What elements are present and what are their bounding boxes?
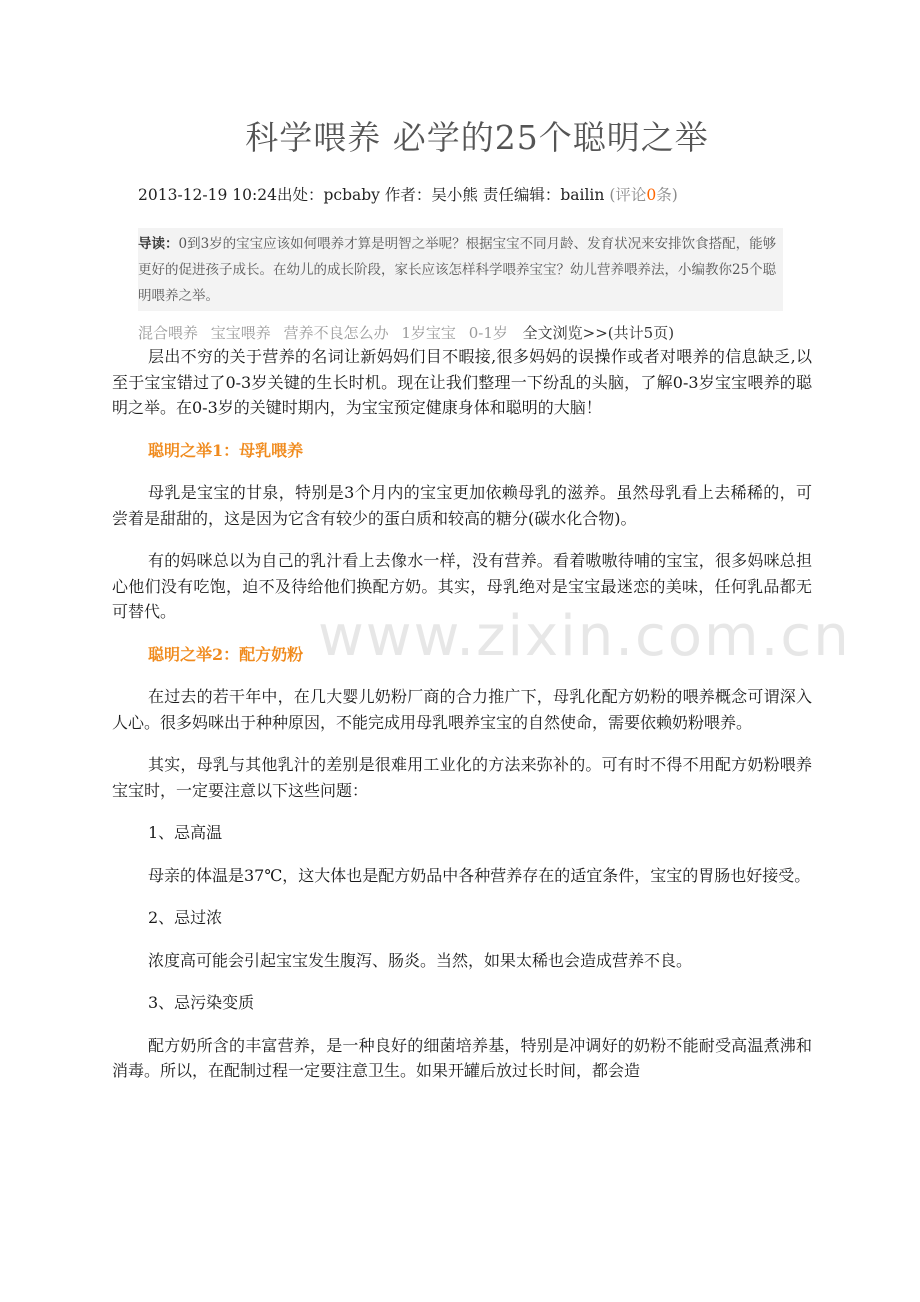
list-item: 1、忌高温: [148, 823, 223, 842]
comments-suffix: 条): [656, 186, 678, 204]
paragraph: 配方奶所含的丰富营养，是一种良好的细菌培养基，特别是冲调好的奶粉不能耐受高温煮沸和消毒。所以，在配制过程一定要注意卫生。如果开罐后放过长时间，都会造: [112, 1035, 812, 1080]
page-title: 科学喂养 必学的25个聪明之举: [245, 118, 709, 157]
section-heading: 聪明之举1：母乳喂养: [148, 440, 304, 460]
comments-link[interactable]: [609, 186, 678, 204]
summary-lead: 导读：: [138, 236, 179, 252]
fulltext-link[interactable]: 全文浏览>>(共计5页): [522, 324, 675, 342]
source-value: pcbaby: [323, 186, 380, 204]
article-summary: [138, 228, 783, 311]
tag-link[interactable]: 营养不良怎么办: [283, 324, 389, 342]
paragraph: 层出不穷的关于营养的名词让新妈妈们目不暇接,很多妈妈的误操作或者对喂养的信息缺乏,以至于宝宝错过了0-3岁关键的生长时机。现在让我们整理一下纷乱的头脑，了解0-3岁宝宝喂养的聪明之举。在0-3岁的关键时期内，为宝宝预定健康身体和聪明的大脑！: [112, 347, 812, 417]
paragraph: 母乳是宝宝的甘泉，特别是3个月内的宝宝更加依赖母乳的滋养。虽然母乳看上去稀稀的，可尝着是甜甜的，这是因为它含有较少的蛋白质和较高的糖分(碳水化合物)。: [112, 483, 812, 528]
paragraph: 有的妈咪总以为自己的乳汁看上去像水一样，没有营养。看着嗷嗷待哺的宝宝，很多妈咪总担心他们没有吃饱，迫不及待给他们换配方奶。其实，母乳绝对是宝宝最迷恋的美味，任何乳品都无可替代。: [112, 551, 812, 621]
paragraph: 在过去的若干年中，在几大婴儿奶粉厂商的合力推广下，母乳化配方奶粉的喂养概念可谓深入人心。很多妈咪出于种种原因，不能完成用母乳喂养宝宝的自然使命，需要依赖奶粉喂养。: [112, 687, 812, 732]
comments-prefix: (评论: [609, 186, 647, 204]
editor-label: 责任编辑：: [482, 186, 561, 204]
author-value: 吴小熊: [431, 186, 478, 204]
list-item: 3、忌污染变质: [148, 993, 255, 1012]
paragraph: 浓度高可能会引起宝宝发生腹泻、肠炎。当然，如果太稀也会造成营养不良。: [148, 950, 693, 970]
tag-link[interactable]: 混合喂养: [138, 324, 199, 342]
summary-text: 0到3岁的宝宝应该如何喂养才算是明智之举呢？根据宝宝不同月龄、发育状况来安排饮食搭配，能够更好的促进孩子成长。在幼儿的成长阶段，家长应该怎样科学喂养宝宝？幼儿营养喂养法，小编教你25个聪明喂养之举。: [138, 236, 777, 304]
author-label: 作者：: [384, 186, 432, 204]
article-meta: [138, 183, 678, 205]
tag-list: [138, 322, 682, 343]
paragraph: 母亲的体温是37℃，这大体也是配方奶品中各种营养存在的适宜条件，宝宝的胃肠也好接受。: [148, 865, 811, 885]
source-label: 出处：: [276, 186, 324, 204]
editor-value: bailin: [560, 186, 605, 204]
article-body: [112, 344, 812, 1101]
paragraph: 其实，母乳与其他乳汁的差别是很难用工业化的方法来弥补的。可有时不得不用配方奶粉喂养宝宝时，一定要注意以下这些问题：: [112, 755, 812, 800]
watermark: www.zixin.com.cn: [318, 604, 851, 669]
list-item: 2、忌过浓: [148, 908, 223, 927]
publish-datetime: 2013-12-19 10:24: [138, 186, 277, 204]
tag-link[interactable]: 1岁宝宝: [401, 324, 456, 342]
comments-count: 0: [646, 186, 657, 204]
tag-link[interactable]: 0-1岁: [468, 324, 508, 342]
section-heading: 聪明之举2：配方奶粉: [148, 644, 304, 664]
tag-link[interactable]: 宝宝喂养: [210, 324, 271, 342]
